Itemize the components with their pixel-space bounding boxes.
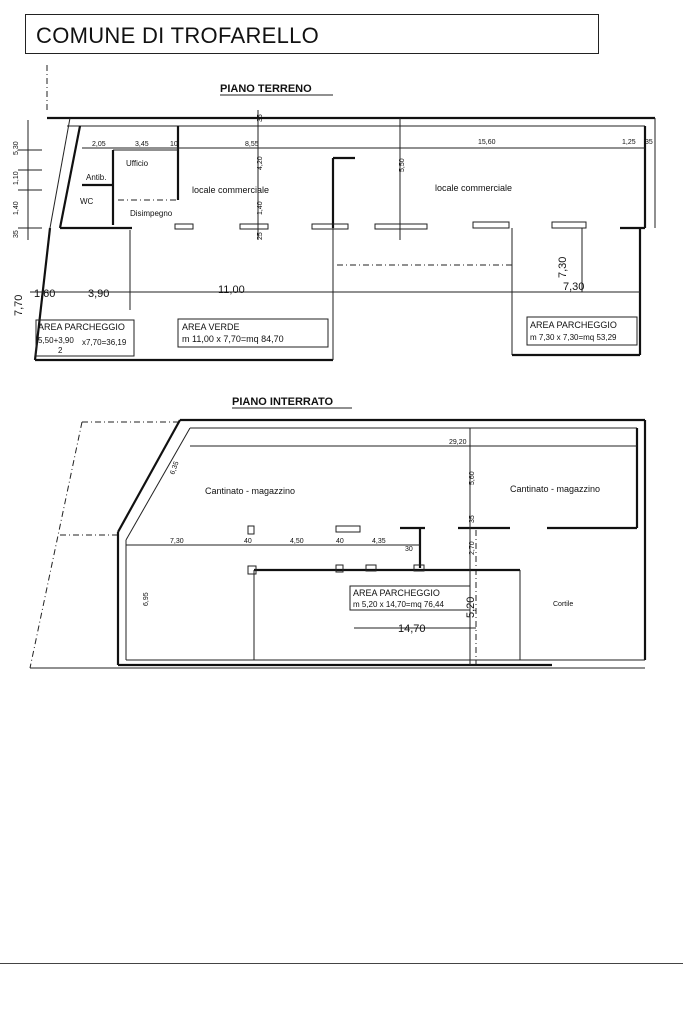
green-area-calc: m 11,00 x 7,70=mq 84,70 [182,334,284,344]
dim-5-50: 5,50 [399,158,406,172]
dim-3-45: 3,45 [135,141,149,148]
dim-left-5-30: 5,30 [13,141,20,155]
bdim-14-70: 14,70 [398,623,426,635]
dim-35-right: 35 [645,139,653,146]
basement-parking-calc: m 5,20 x 14,70=mq 76,44 [353,600,444,609]
dim-1-40: 1,40 [257,201,264,215]
room-cortile: Cortile [553,601,574,608]
dim-25: 25 [257,232,264,240]
parking-left-calc-c: 2 [58,346,63,355]
green-area-title: AREA VERDE [182,322,240,332]
bdim-2-70: 2,70 [469,541,476,555]
room-antib: Antib. [86,173,107,182]
dim-4-20: 4,20 [257,156,264,170]
dim-2-05: 2,05 [92,141,106,148]
dim-1-25: 1,25 [622,139,636,146]
dim-7-70: 7,70 [13,294,25,316]
dim-7-30-vertical: 7,30 [557,256,569,278]
basement-parking-title: AREA PARCHEGGIO [353,588,440,598]
bdim-6-95: 6,95 [143,592,150,606]
room-cantinato-2: Cantinato - magazzino [510,484,601,494]
room-ufficio: Ufficio [126,159,149,168]
bdim-4-50: 4,50 [290,538,304,545]
room-cantinato-1: Cantinato - magazzino [205,486,296,496]
bdim-7-30: 7,30 [170,538,184,545]
dim-8-55: 8,55 [245,141,259,148]
dim-35-top: 35 [257,114,264,122]
bdim-30: 30 [405,546,413,553]
dim-15-60: 15,60 [478,139,496,146]
parking-left-title: AREA PARCHEGGIO [38,322,125,332]
dim-11-00: 11,00 [218,284,245,296]
dim-left-1-40: 1,40 [13,201,20,215]
dim-10: 10 [170,141,178,148]
bdim-40-b: 40 [336,538,344,545]
parking-left-calc-a: 5,50+3,90 [38,336,74,345]
parking-right-title: AREA PARCHEGGIO [530,320,617,330]
left-margin-dims [18,120,42,240]
room-locale-commerciale-2: locale commerciale [435,183,513,193]
room-locale-commerciale-1: locale commerciale [192,185,270,195]
bdim-40-a: 40 [244,538,252,545]
room-wc: WC [80,197,94,206]
basement-heading: PIANO INTERRATO [232,396,334,408]
bdim-5-60: 5,60 [469,471,476,485]
bdim-5-20: 5,20 [465,596,477,618]
parking-right-calc: m 7,30 x 7,30=mq 53,29 [530,333,617,342]
dim-3-90: 3,90 [88,288,110,300]
page-title: COMUNE DI TROFARELLO [36,23,320,48]
bdim-6-35: 6,35 [169,460,181,476]
parking-left-calc-b: x7,70=36,19 [82,338,127,347]
dim-left-35: 35 [13,230,20,238]
room-disimpegno: Disimpegno [130,209,173,218]
dim-1-60: 1,60 [34,288,56,300]
bdim-35: 35 [469,515,476,523]
dim-7-30-horizontal: 7,30 [563,281,585,293]
dim-left-1-10: 1,10 [13,171,20,185]
ground-floor-heading: PIANO TERRENO [220,83,312,95]
page-bottom-rule [0,963,683,964]
bdim-4-35: 4,35 [372,538,386,545]
bdim-29-20: 29,20 [449,439,467,446]
